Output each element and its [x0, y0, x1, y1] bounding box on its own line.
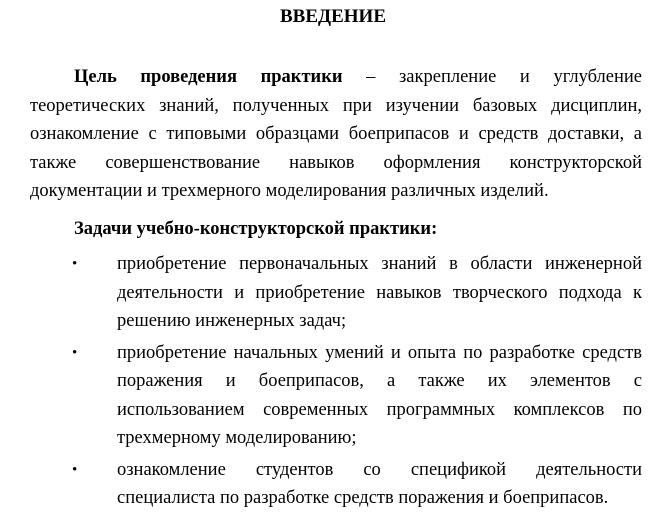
intro-text: – закрепление и углубление теоретических знаний, полученных при изучении базовых дисциплин, ознакомление с типовыми образцами боеприпасов и средств доставки, а также совершенствование навыков оформления конструкторской документации и трехмерного моделирования различных изделий.	[30, 67, 642, 201]
list-item	[0, 339, 666, 453]
task-list	[0, 250, 666, 516]
bullet-icon: •	[72, 344, 78, 361]
page-title: ВВЕДЕНИЕ	[280, 6, 386, 27]
intro-lead-bold: Цель проведения практики	[74, 67, 343, 87]
list-item-text: приобретение первоначальных знаний в области инженерной деятельности и приобретение навыков творческого подхода к решению инженерных задач;	[117, 254, 642, 331]
list-item	[0, 250, 666, 336]
intro-paragraph	[30, 63, 642, 206]
bullet-icon: •	[72, 461, 78, 478]
bullet-icon: •	[72, 256, 78, 272]
list-item-text: ознакомление студентов со спецификой деятельности специалиста по разработке средств поражения и боеприпасов.	[117, 459, 642, 508]
list-item-text: приобретение начальных умений и опыта по разработке средств поражения и боеприпасов, а также их элементов с использованием современных программных комплексов по трехмерному моделированию;	[117, 342, 642, 448]
list-item	[0, 456, 666, 513]
tasks-heading: Задачи учебно-конструкторской практики:	[74, 219, 438, 239]
